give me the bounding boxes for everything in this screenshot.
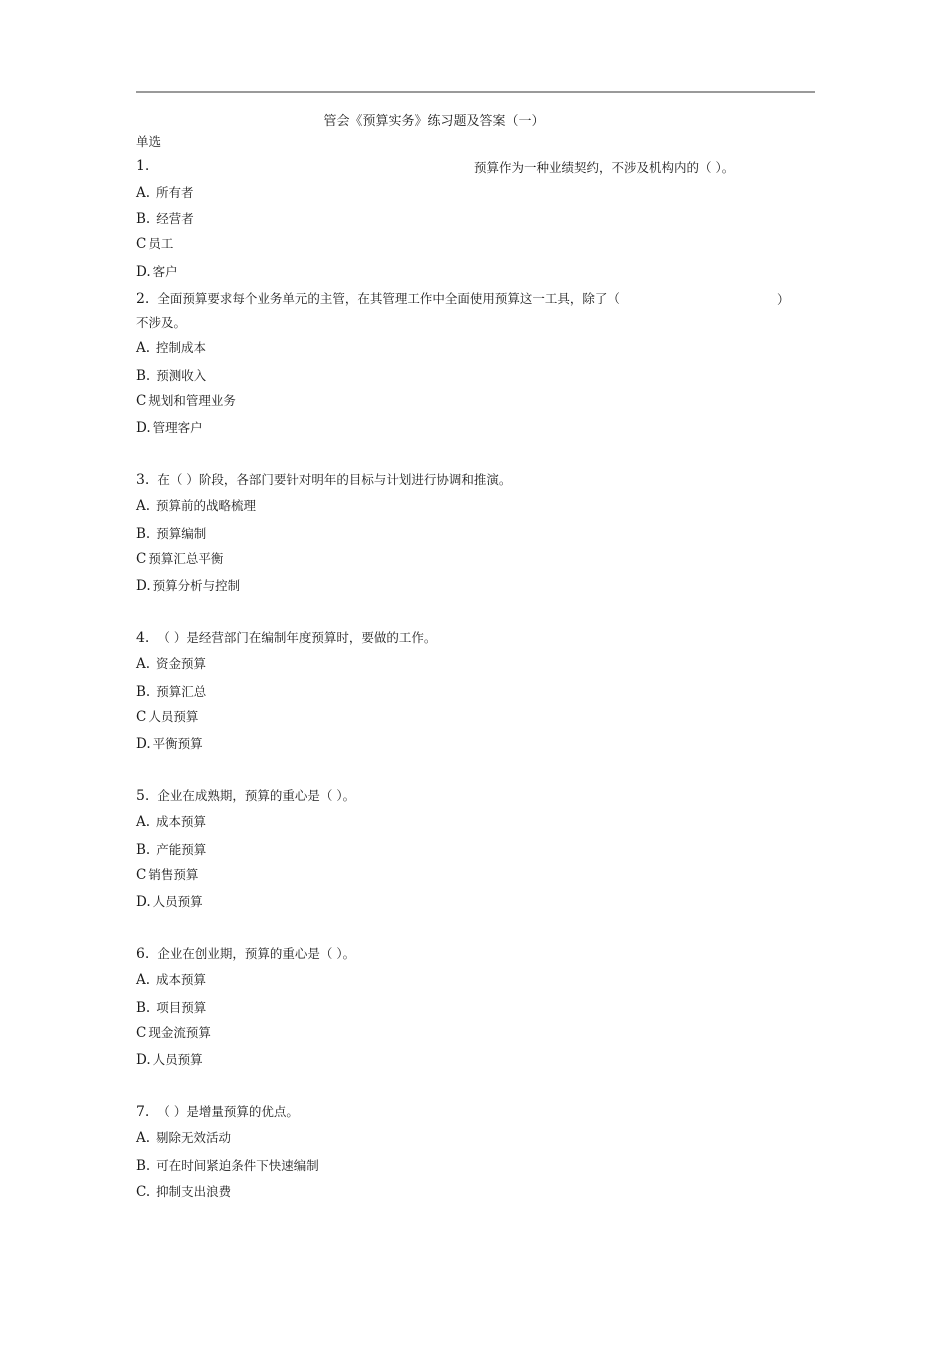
option-a: [136, 185, 194, 201]
option-a: [136, 340, 206, 356]
option-letter: A.: [136, 340, 151, 356]
question-number: 3.: [136, 472, 150, 488]
question-line: [136, 472, 511, 488]
option-letter: D.: [136, 894, 151, 910]
question-text: 预算作为一种业绩契约，不涉及机构内的（ ）。: [474, 160, 735, 175]
option-b: [136, 842, 206, 858]
question-blank-close: ）: [777, 292, 790, 307]
option-letter: B.: [136, 1158, 151, 1174]
option-b: [136, 684, 206, 700]
option-d: [136, 894, 203, 910]
option-text: 经营者: [156, 211, 194, 226]
question-text: 在（ ）阶段，各部门要针对明年的目标与计划进行协调和推演。: [157, 472, 512, 487]
option-letter: B.: [136, 684, 151, 700]
option-text: 预算汇总: [156, 684, 207, 699]
option-letter: B.: [136, 842, 151, 858]
option-letter: A.: [136, 498, 151, 514]
question-text: （ ）是增量预算的优点。: [157, 1104, 299, 1119]
question-line: [136, 788, 355, 804]
question-number: 1.: [136, 158, 150, 174]
question-text: 企业在创业期，预算的重心是（ ）。: [157, 946, 356, 961]
question-text: 企业在成熟期，预算的重心是（ ）。: [157, 788, 356, 803]
option-d: [136, 578, 240, 594]
option-a: [136, 814, 206, 830]
option-text: 预算汇总平衡: [148, 551, 224, 566]
option-text: 项目预算: [156, 1000, 207, 1015]
option-letter: A.: [136, 814, 151, 830]
option-b: [136, 1000, 206, 1016]
question-line: [136, 630, 436, 646]
option-text: 预测收入: [156, 368, 207, 383]
option-letter: A.: [136, 185, 151, 201]
option-letter: B.: [136, 1000, 151, 1016]
option-text: 成本预算: [156, 814, 207, 829]
header-rule: [136, 91, 815, 93]
option-letter: D.: [136, 264, 151, 280]
option-d: [136, 736, 203, 752]
option-letter: B.: [136, 526, 151, 542]
question-number: 7.: [136, 1104, 150, 1120]
option-letter: B.: [136, 368, 151, 384]
option-text: 资金预算: [156, 656, 207, 671]
option-c: [136, 709, 198, 725]
option-text: 预算编制: [156, 526, 207, 541]
option-letter: D.: [136, 578, 151, 594]
option-letter: B.: [136, 211, 151, 227]
option-b: [136, 368, 206, 384]
option-letter: C: [136, 709, 147, 725]
option-text: 成本预算: [156, 972, 207, 987]
option-c: [136, 1025, 211, 1041]
option-letter: A.: [136, 656, 151, 672]
option-text: 抑制支出浪费: [156, 1184, 232, 1199]
option-a: [136, 1130, 231, 1146]
option-b: [136, 211, 194, 227]
option-b: [136, 526, 206, 542]
option-c: [136, 551, 223, 567]
option-text: 所有者: [156, 185, 194, 200]
option-d: [136, 420, 203, 436]
option-text: 客户: [152, 264, 178, 279]
option-text: 人员预算: [152, 1052, 203, 1067]
option-c: [136, 236, 173, 252]
option-letter: A.: [136, 972, 151, 988]
option-letter: A.: [136, 1130, 151, 1146]
question-line: [136, 946, 355, 962]
option-letter: D.: [136, 420, 151, 436]
question-text-continued: 不涉及。: [136, 315, 187, 330]
option-d: [136, 264, 178, 280]
option-a: [136, 656, 206, 672]
question-text: 全面预算要求每个业务单元的主管，在其管理工作中全面使用预算这一工具，除了（: [157, 291, 620, 306]
option-c: [136, 867, 198, 883]
option-c: [136, 393, 236, 409]
option-text: 控制成本: [156, 340, 207, 355]
option-a: [136, 972, 206, 988]
question-number: 4.: [136, 630, 150, 646]
option-b: [136, 1158, 319, 1174]
option-text: 产能预算: [156, 842, 207, 857]
option-letter: C: [136, 1025, 147, 1041]
question-text: （ ）是经营部门在编制年度预算时，要做的工作。: [157, 630, 437, 645]
option-text: 人员预算: [152, 894, 203, 909]
option-a: [136, 498, 256, 514]
option-text: 员工: [148, 236, 174, 251]
option-letter: D.: [136, 1052, 151, 1068]
option-letter: C: [136, 551, 147, 567]
question-number: 2.: [136, 291, 150, 307]
option-text: 预算前的战略梳理: [156, 498, 257, 513]
option-text: 规划和管理业务: [148, 393, 236, 408]
page-title: 管会《预算实务》练习题及答案（一）: [323, 114, 545, 129]
option-letter: C: [136, 393, 147, 409]
option-text: 销售预算: [148, 867, 199, 882]
option-text: 剔除无效活动: [156, 1130, 232, 1145]
question-line: [136, 1104, 299, 1120]
option-text: 人员预算: [148, 709, 199, 724]
option-d: [136, 1052, 203, 1068]
option-letter: C.: [136, 1184, 151, 1200]
question-line: [136, 291, 620, 307]
section-label: 单选: [136, 134, 162, 149]
option-text: 可在时间紧迫条件下快速编制: [156, 1158, 319, 1173]
question-number: 6.: [136, 946, 150, 962]
option-letter: C: [136, 867, 147, 883]
option-text: 现金流预算: [148, 1025, 211, 1040]
option-text: 平衡预算: [152, 736, 203, 751]
option-text: 预算分析与控制: [152, 578, 241, 593]
option-text: 管理客户: [152, 420, 203, 435]
option-c: [136, 1184, 231, 1200]
option-letter: D.: [136, 736, 151, 752]
option-letter: C: [136, 236, 147, 252]
question-number: 5.: [136, 788, 150, 804]
